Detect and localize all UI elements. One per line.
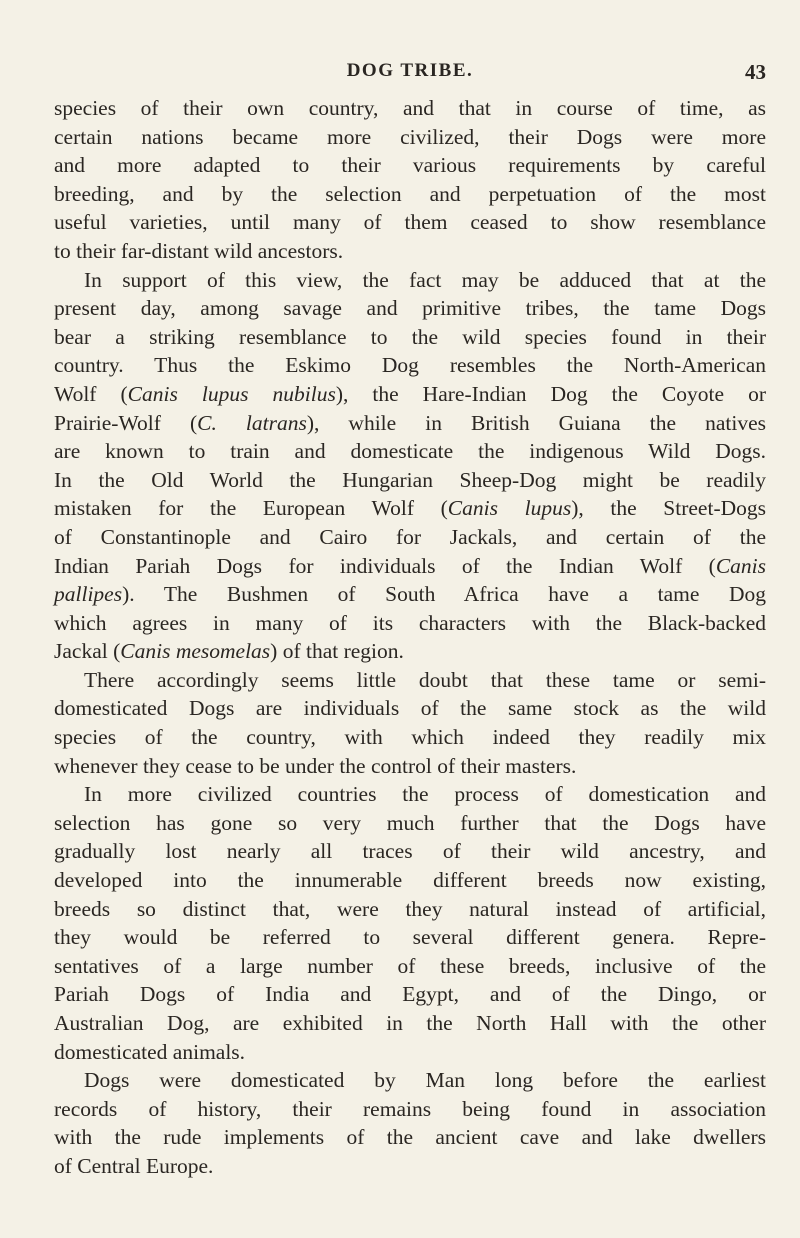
- text-segment: and more adapted to their various requirements by careful: [54, 153, 766, 178]
- text-segment: Pariah Dogs of India and Egypt, and of the Dingo, or: [54, 982, 766, 1007]
- text-segment: In support of this view, the fact may be adduced that at the: [84, 267, 766, 292]
- text-line: [54, 380, 766, 409]
- text-segment: Wolf (: [54, 381, 128, 406]
- text-segment: Dogs were domesticated by Man long before the earliest: [84, 1068, 766, 1093]
- text-line: [54, 609, 766, 638]
- text-segment: developed into the innumerable different breeds now existing,: [54, 868, 766, 893]
- text-segment: Jackal (: [54, 639, 121, 664]
- text-segment: they would be referred to several different genera. Repre-: [54, 925, 766, 950]
- text-segment: with the rude implements of the ancient cave and lake dwellers: [54, 1125, 766, 1150]
- text-line: [54, 780, 766, 809]
- text-segment: whenever they cease to be under the control of their masters.: [54, 753, 577, 778]
- text-line: [54, 752, 766, 781]
- text-line: [54, 1009, 766, 1038]
- text-line: [54, 637, 766, 666]
- text-line: [54, 180, 766, 209]
- text-line: [54, 895, 766, 924]
- text-line: [54, 980, 766, 1009]
- text-line: [54, 94, 766, 123]
- italic-text-segment: pallipes: [54, 582, 123, 607]
- text-segment: species of the country, with which indeed they readily mix: [54, 725, 766, 750]
- text-segment: breeding, and by the selection and perpetuation of the most: [54, 181, 766, 206]
- text-segment: There accordingly seems little doubt that these tame or semi-: [84, 667, 766, 692]
- italic-text-segment: Canis lupus: [447, 496, 572, 521]
- text-line: [54, 123, 766, 152]
- text-line: [54, 723, 766, 752]
- text-segment: Australian Dog, are exhibited in the North Hall with the other: [54, 1011, 766, 1035]
- text-segment: breeds so distinct that, were they natural instead of artificial,: [54, 896, 766, 921]
- text-line: [54, 866, 766, 895]
- text-segment: ), the Hare-Indian Dog the Coyote or: [335, 381, 766, 406]
- text-line: [54, 266, 766, 295]
- text-line: [54, 323, 766, 352]
- text-line: [54, 580, 766, 609]
- text-segment: ), while in British Guiana the natives: [306, 410, 766, 435]
- italic-text-segment: Canis: [715, 553, 766, 578]
- text-line: [54, 523, 766, 552]
- text-line: [54, 409, 766, 438]
- text-segment: In more civilized countries the process of domestication and: [84, 782, 766, 807]
- text-segment: selection has gone so very much further that the Dogs have: [54, 810, 766, 835]
- text-line: [54, 437, 766, 466]
- text-segment: ), the Street-Dogs: [571, 496, 766, 521]
- text-segment: of Constantinople and Cairo for Jackals, and certain of the: [54, 524, 766, 549]
- text-line: [54, 1066, 766, 1095]
- text-segment: Indian Pariah Dogs for individuals of the Indian Wolf (: [54, 553, 716, 578]
- text-segment: present day, among savage and primitive tribes, the tame Dogs: [54, 296, 766, 321]
- running-title: DOG TRIBE.: [346, 60, 474, 81]
- text-segment: sentatives of a large number of these breeds, inclusive of the: [54, 953, 766, 978]
- text-segment: mistaken for the European Wolf (: [54, 496, 448, 521]
- italic-text-segment: C. latrans: [197, 410, 307, 435]
- text-segment: domesticated Dogs are individuals of the same stock as the wild: [54, 696, 766, 721]
- italic-text-segment: Canis lupus nubilus: [127, 381, 336, 406]
- text-line: [54, 952, 766, 981]
- text-line: [54, 837, 766, 866]
- italic-text-segment: Canis mesomelas: [120, 639, 271, 664]
- text-segment: ). The Bushmen of South Africa have a tame Dog: [122, 582, 766, 607]
- text-line: [54, 237, 766, 266]
- text-segment: to their far-distant wild ancestors.: [54, 238, 344, 263]
- text-line: [54, 466, 766, 495]
- running-head: [54, 60, 766, 88]
- text-segment: Prairie-Wolf (: [54, 410, 198, 435]
- text-line: [54, 208, 766, 237]
- text-line: [54, 552, 766, 581]
- text-segment: bear a striking resemblance to the wild species found in their: [54, 324, 766, 349]
- text-line: [54, 923, 766, 952]
- text-segment: species of their own country, and that in course of time, as: [54, 96, 766, 120]
- text-segment: of Central Europe.: [54, 1153, 214, 1178]
- text-line: [54, 294, 766, 323]
- text-segment: useful varieties, until many of them ceased to show resemblance: [54, 210, 766, 235]
- text-line: [54, 1123, 766, 1152]
- text-segment: gradually lost nearly all traces of their wild ancestry, and: [54, 839, 766, 864]
- text-segment: certain nations became more civilized, their Dogs were more: [54, 124, 766, 149]
- text-segment: records of history, their remains being found in association: [54, 1096, 766, 1121]
- text-line: [54, 351, 766, 380]
- text-line: [54, 809, 766, 838]
- page-number: 43: [745, 60, 766, 84]
- text-line: [54, 1038, 766, 1067]
- text-segment: domesticated animals.: [54, 1039, 246, 1064]
- text-segment: which agrees in many of its characters with the Black-backed: [54, 610, 766, 635]
- text-line: [54, 694, 766, 723]
- text-line: [54, 151, 766, 180]
- text-line: [54, 1152, 766, 1181]
- text-line: [54, 1095, 766, 1124]
- text-line: [54, 666, 766, 695]
- text-segment: In the Old World the Hungarian Sheep-Dog might be readily: [54, 467, 766, 492]
- body-text: [54, 94, 766, 1181]
- text-segment: ) of that region.: [270, 639, 404, 664]
- text-segment: country. Thus the Eskimo Dog resembles the North-American: [54, 353, 766, 378]
- text-segment: are known to train and domesticate the indigenous Wild Dogs.: [54, 439, 766, 464]
- text-line: [54, 494, 766, 523]
